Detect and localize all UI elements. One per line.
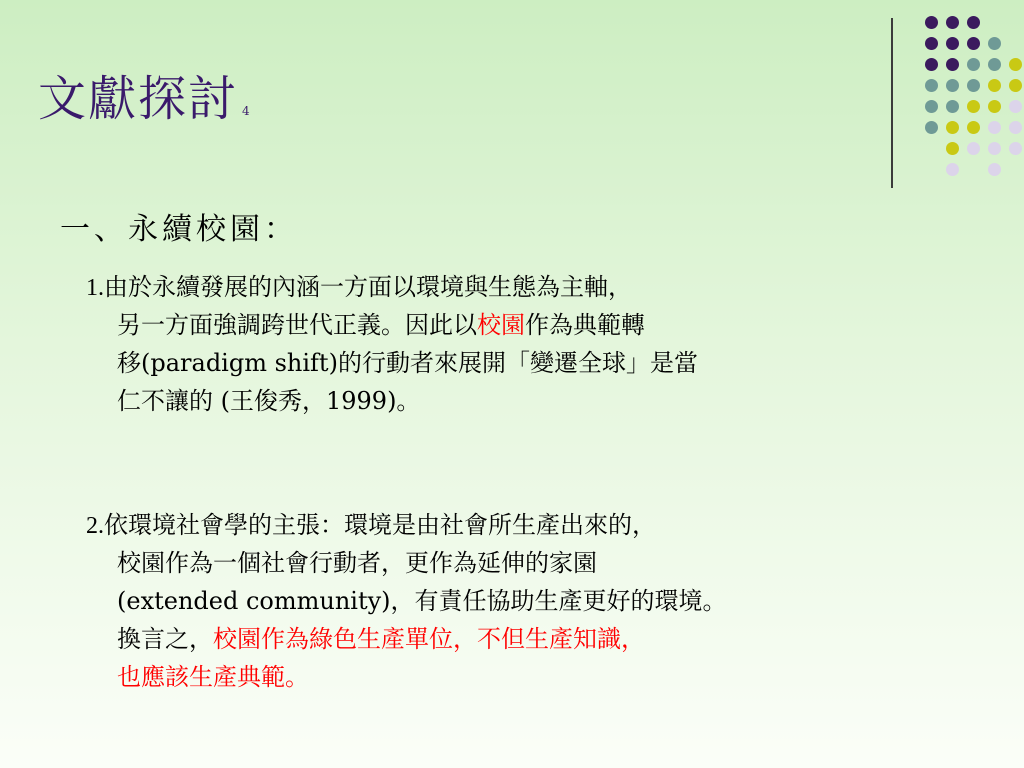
paragraph-1-line-1 <box>86 268 966 306</box>
decorative-dot <box>946 163 959 176</box>
decorative-dot <box>946 58 959 71</box>
decorative-dot <box>988 163 1001 176</box>
divider-line <box>891 18 893 188</box>
decorative-dot <box>925 121 938 134</box>
decorative-dot <box>946 16 959 29</box>
decorative-dot <box>967 58 980 71</box>
decorative-dot <box>946 121 959 134</box>
decorative-dot <box>988 100 1001 113</box>
decorative-dot <box>967 16 980 29</box>
paragraph-1-text-2c: 作為典範轉 <box>525 311 645 339</box>
paragraph-1 <box>86 268 966 420</box>
decorative-dot <box>925 79 938 92</box>
decorative-dot <box>946 142 959 155</box>
paragraph-2-line-3: (extended community)，有責任協助生產更好的環境。 <box>117 587 727 615</box>
slide-title <box>38 60 250 129</box>
decorative-dot <box>925 16 938 29</box>
paragraph-2-text-1: 依環境社會學的主張：環境是由社會所生產出來的， <box>104 511 656 539</box>
paragraph-1-line-4: 仁不讓的 (王俊秀，1999)。 <box>117 387 421 415</box>
paragraph-1-text-1: 由於永續發展的內涵一方面以環境與生態為主軸， <box>104 273 632 301</box>
decorative-dot <box>988 58 1001 71</box>
paragraph-2-line-4 <box>86 620 966 658</box>
paragraph-2-number: 2. <box>86 513 104 539</box>
decorative-dot <box>988 121 1001 134</box>
decorative-dot <box>1009 121 1022 134</box>
decorative-dot <box>925 37 938 50</box>
decorative-dot <box>967 121 980 134</box>
decorative-dot <box>967 142 980 155</box>
decorative-dot <box>988 37 1001 50</box>
decorative-dot <box>1009 79 1022 92</box>
decorative-dot <box>988 142 1001 155</box>
paragraph-1-line-3: 移(paradigm shift)的行動者來展開「變遷全球」是當 <box>117 349 698 377</box>
decorative-dot <box>925 58 938 71</box>
paragraph-2-line-2: 校園作為一個社會行動者，更作為延伸的家園 <box>117 549 597 577</box>
paragraph-1-highlight-campus: 校園 <box>477 311 525 339</box>
title-superscript: 4 <box>242 104 250 118</box>
paragraph-2-line-1 <box>86 506 966 544</box>
decorative-dot <box>967 79 980 92</box>
decorative-dot <box>925 100 938 113</box>
decorative-dot <box>1009 100 1022 113</box>
decorative-dot <box>967 37 980 50</box>
decorative-dot <box>1009 142 1022 155</box>
paragraph-1-line-2 <box>86 306 966 344</box>
decorative-dot <box>946 79 959 92</box>
paragraph-2-line-5: 也應該生產典範。 <box>117 663 309 691</box>
decorative-dot <box>967 100 980 113</box>
section-heading: 一、永續校園： <box>60 212 298 247</box>
paragraph-2-highlight-green-unit: 校園作為綠色生產單位，不但生產知識， <box>213 625 645 653</box>
title-text: 文獻探討 <box>38 71 239 127</box>
paragraph-2-text-4a: 換言之， <box>117 625 213 653</box>
paragraph-1-number: 1. <box>86 275 104 301</box>
paragraph-2 <box>86 506 966 696</box>
decorative-dot <box>946 100 959 113</box>
decorative-dot <box>988 79 1001 92</box>
decorative-dot <box>1009 58 1022 71</box>
decorative-dot <box>946 37 959 50</box>
paragraph-1-text-2a: 另一方面強調跨世代正義。因此以 <box>117 311 477 339</box>
